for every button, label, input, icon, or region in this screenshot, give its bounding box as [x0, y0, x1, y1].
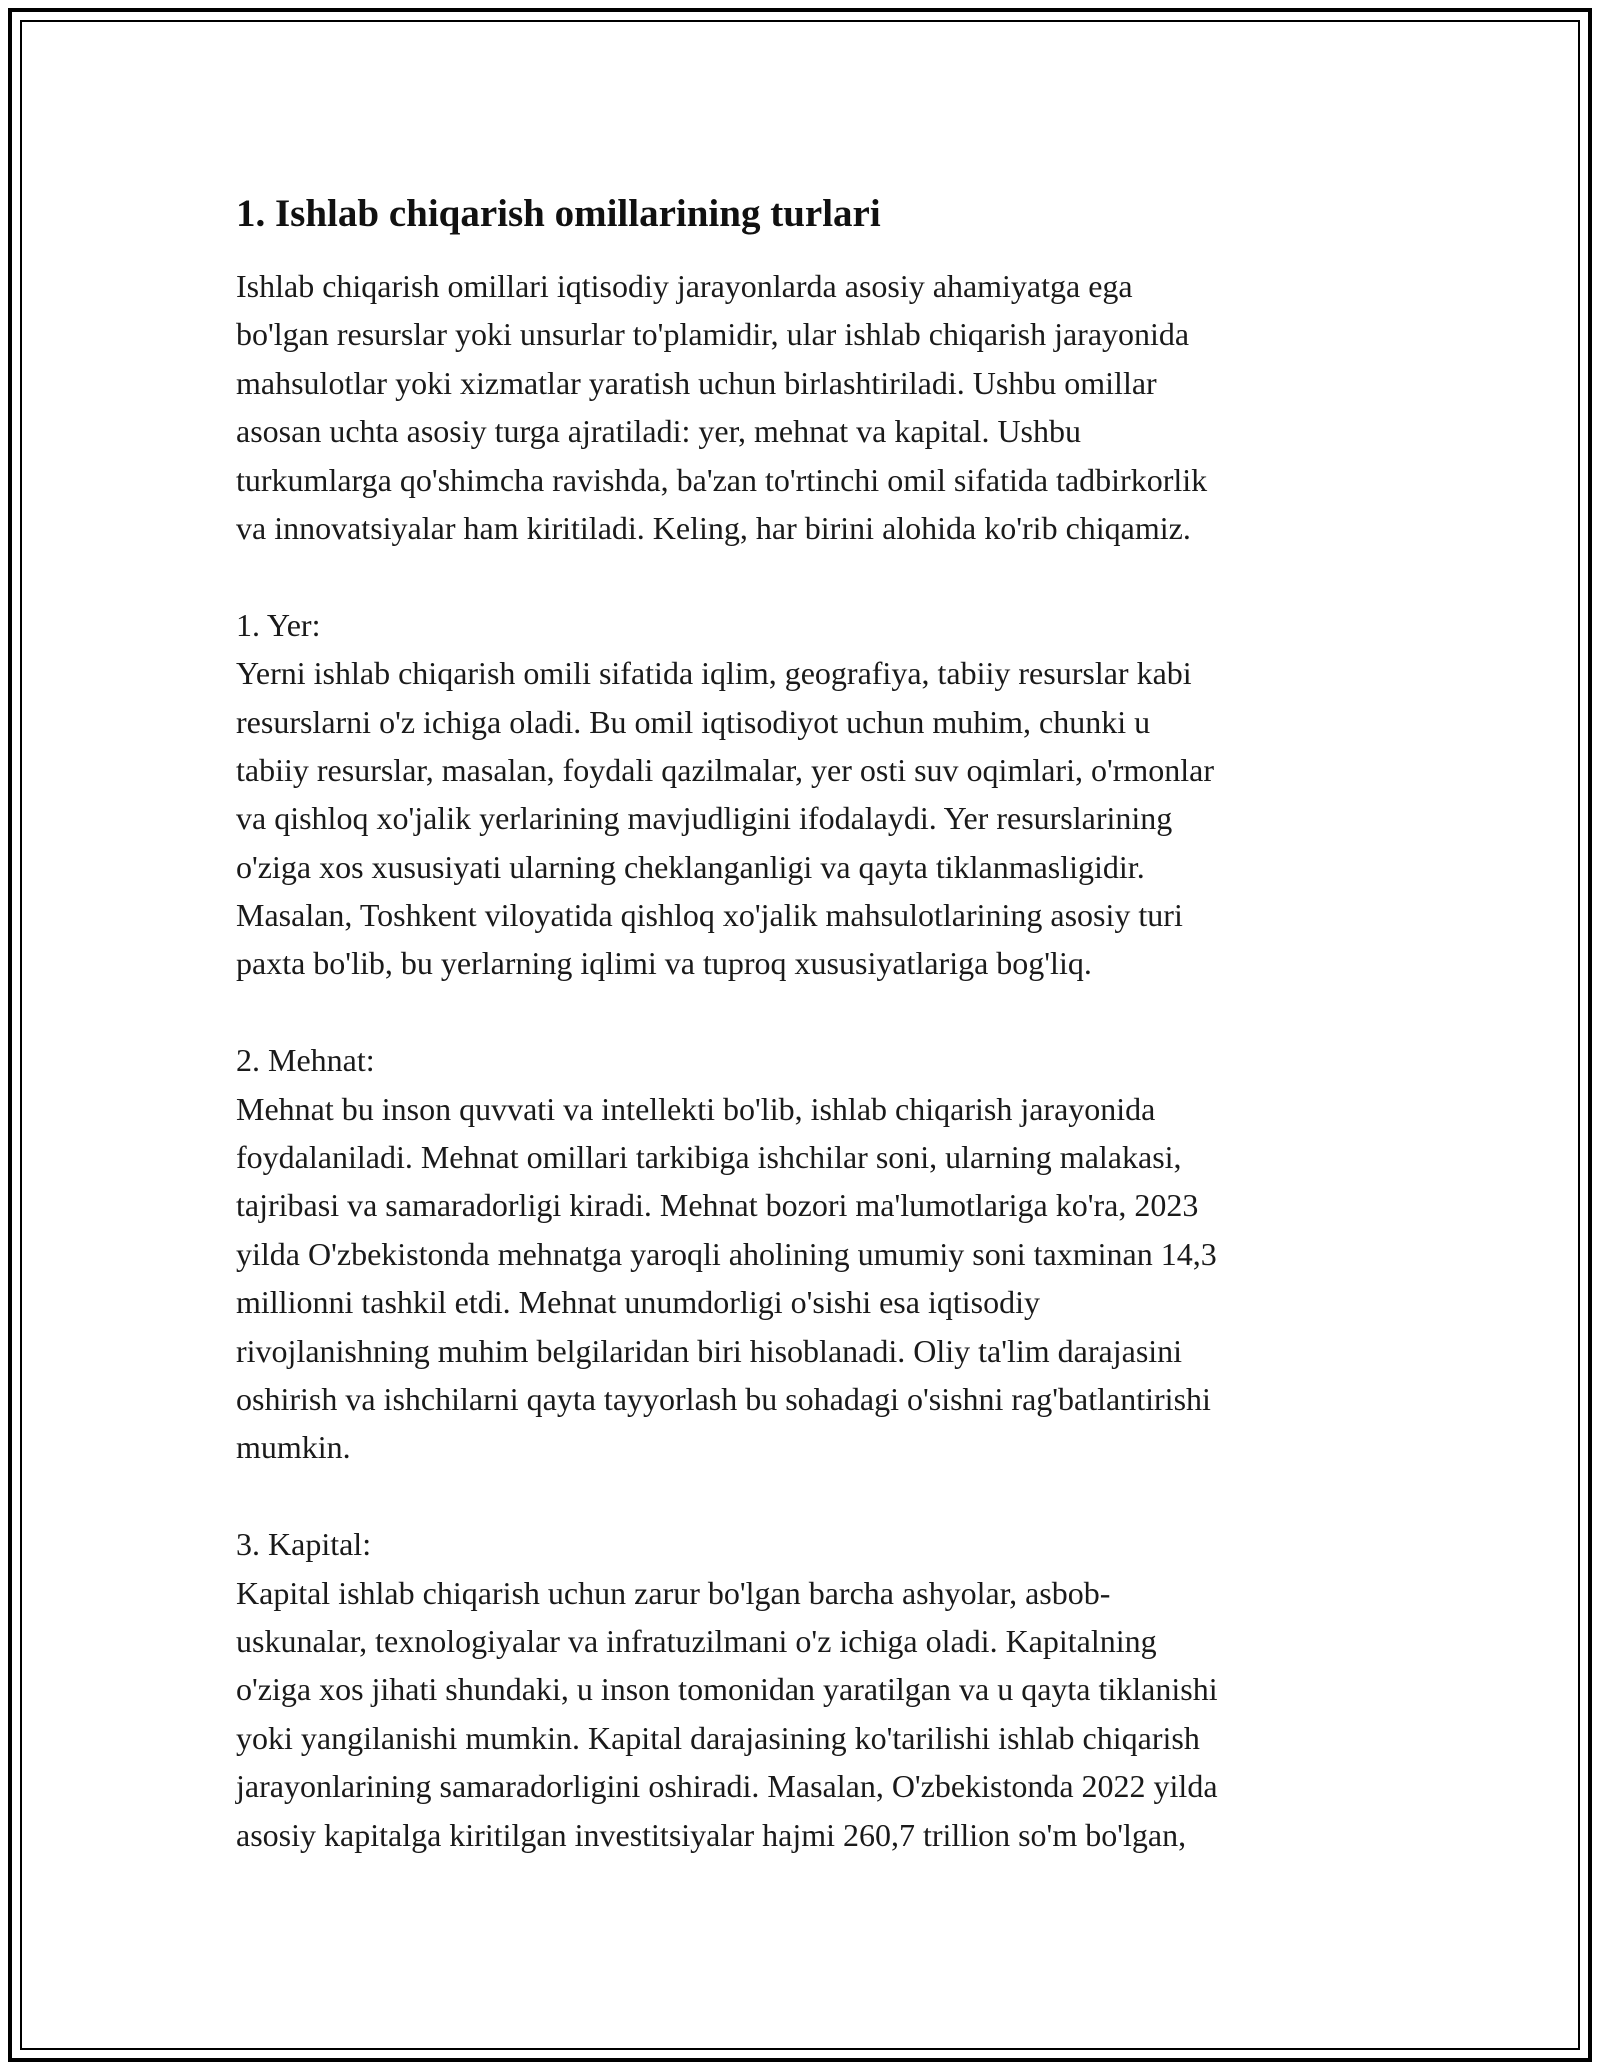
- text-line: o'ziga xos xususiyati ularning cheklanganligi va qayta tiklanmasligidir.: [236, 848, 1145, 885]
- section-yer: [236, 601, 1386, 988]
- text-line: yoki yangilanishi mumkin. Kapital darajasining ko'tarilishi ishlab chiqarish: [236, 1719, 1200, 1756]
- text-line: mahsulotlar yoki xizmatlar yaratish uchun birlashtiriladi. Ushbu omillar: [236, 364, 1157, 401]
- text-line: va innovatsiyalar ham kiritiladi. Keling, har birini alohida ko'rib chiqamiz.: [236, 509, 1191, 546]
- text-line: turkumlarga qo'shimcha ravishda, ba'zan to'rtinchi omil sifatida tadbirkorlik: [236, 461, 1208, 498]
- text-line: tajribasi va samaradorligi kiradi. Mehnat bozori ma'lumotlariga ko'ra, 2023: [236, 1187, 1199, 1224]
- text-line: o'ziga xos jihati shundaki, u inson tomonidan yaratilgan va u qayta tiklanishi: [236, 1671, 1218, 1708]
- section-mehnat: [236, 1036, 1386, 1472]
- text-line: oshirish va ishchilarni qayta tayyorlash bu sohadagi o'sishni rag'batlantirishi: [236, 1380, 1211, 1417]
- text-line: foydalaniladi. Mehnat omillari tarkibiga ishchilar soni, ularning malakasi,: [236, 1139, 1182, 1176]
- text-line: millionni tashkil etdi. Mehnat unumdorligi o'sishi esa iqtisodiy: [236, 1284, 1040, 1321]
- text-line: Mehnat bu inson quvvati va intellekti bo'lib, ishlab chiqarish jarayonida: [236, 1090, 1156, 1127]
- text-line: Yerni ishlab chiqarish omili sifatida iqlim, geografiya, tabiiy resurslar kabi: [236, 655, 1192, 692]
- text-line: jarayonlarining samaradorligini oshiradi. Masalan, O'zbekistonda 2022 yilda: [236, 1768, 1218, 1805]
- section-kapital: [236, 1520, 1386, 1859]
- subsection-title: 2. Mehnat:: [236, 1042, 375, 1079]
- text-line: asosan uchta asosiy turga ajratiladi: yer, mehnat va kapital. Ushbu: [236, 413, 1081, 450]
- paragraph-spacer: [236, 1472, 1386, 1520]
- text-line: Ishlab chiqarish omillari iqtisodiy jarayonlarda asosiy ahamiyatga ega: [236, 268, 1133, 304]
- text-line: bo'lgan resurslar yoki unsurlar to'plamidir, ular ishlab chiqarish jarayonida: [236, 316, 1190, 353]
- paragraph-spacer: [236, 552, 1386, 600]
- text-line: uskunalar, texnologiyalar va infratuzilmani o'z ichiga oladi. Kapitalning: [236, 1622, 1157, 1659]
- text-line: tabiiy resurslar, masalan, foydali qazilmalar, yer osti suv oqimlari, o'rmonlar: [236, 751, 1215, 788]
- section-heading: 1. Ishlab chiqarish omillarining turlari: [236, 192, 881, 235]
- text-line: Kapital ishlab chiqarish uchun zarur bo'lgan barcha ashyolar, asbob-: [236, 1574, 1111, 1611]
- text-line: Masalan, Toshkent viloyatida qishloq xo'jalik mahsulotlarining asosiy turi: [236, 897, 1183, 934]
- text-line: paxta bo'lib, bu yerlarning iqlimi va tuproq xususiyatlariga bog'liq.: [236, 945, 1092, 982]
- text-line: rivojlanishning muhim belgilaridan biri hisoblanadi. Oliy ta'lim darajasini: [236, 1332, 1183, 1369]
- paragraph-spacer: [236, 988, 1386, 1036]
- document-body: [236, 186, 1386, 1859]
- subsection-title: 3. Kapital:: [236, 1526, 372, 1563]
- text-line: yilda O'zbekistonda mehnatga yaroqli aholining umumiy soni taxminan 14,3: [236, 1235, 1217, 1272]
- document-text: [236, 262, 1386, 1859]
- text-line: resurslarni o'z ichiga oladi. Bu omil iqtisodiyot uchun muhim, chunki u: [236, 703, 1151, 740]
- subsection-title: 1. Yer:: [236, 606, 321, 643]
- text-line: va qishloq xo'jalik yerlarining mavjudligini ifodalaydi. Yer resurslarining: [236, 800, 1173, 837]
- text-line: asosiy kapitalga kiritilgan investitsiyalar hajmi 260,7 trillion so'm bo'lgan,: [236, 1816, 1187, 1853]
- text-line: mumkin.: [236, 1429, 351, 1466]
- intro-paragraph: [236, 262, 1386, 552]
